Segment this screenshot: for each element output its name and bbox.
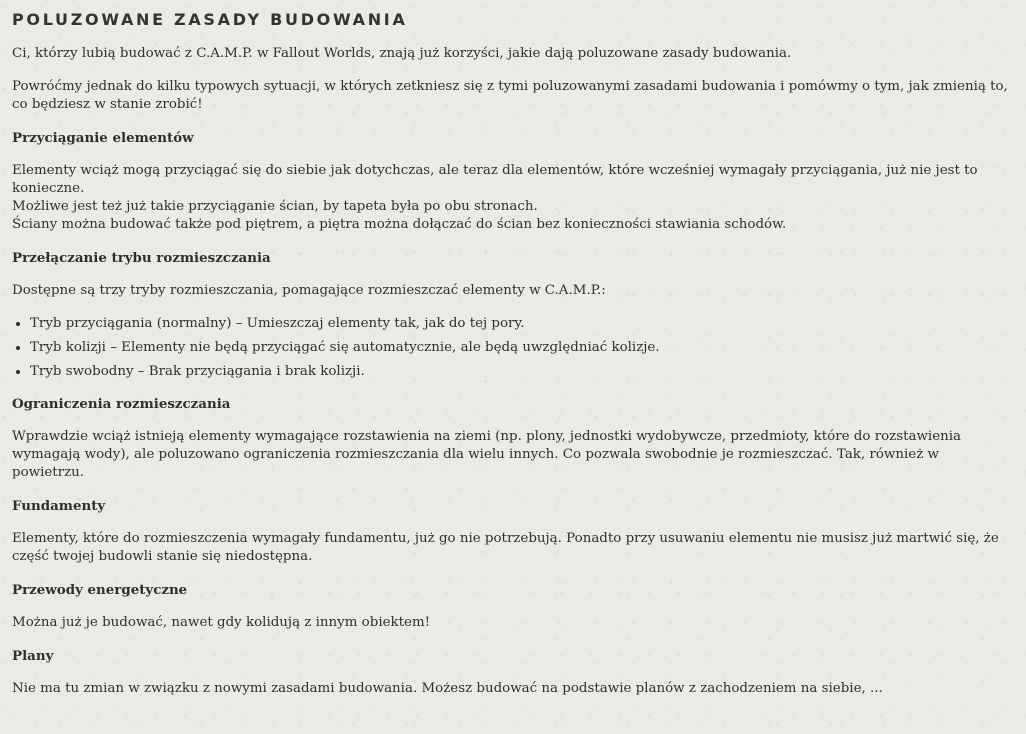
section-heading-modes: Przełączanie trybu rozmieszczania bbox=[12, 250, 271, 266]
page-title: POLUZOWANE ZASADY BUDOWANIA bbox=[12, 10, 408, 29]
snapping-content bbox=[12, 162, 1014, 234]
section-heading-wires: Przewody energetyczne bbox=[12, 582, 188, 598]
snapping-line-2: Możliwe jest też już takie przyciąganie ścian, by tapeta była po obu stronach. bbox=[12, 199, 538, 214]
foundations-paragraph: Elementy, które do rozmieszczenia wymagały fundamentu, już go nie potrzebują. Ponadto przy usuwaniu elementu nie musisz już martwić się, że część twojej budowli stanie się niedostępna. bbox=[12, 531, 999, 564]
modes-list bbox=[12, 315, 1014, 381]
intro-paragraph-2: Powróćmy jednak do kilku typowych sytuacji, w których zetkniesz się z tymi poluzowanymi zasadami budowania i pomówmy o tym, jak zmienią to, co będziesz w stanie zrobić! bbox=[12, 79, 1008, 112]
list-item: • Tryb swobodny – Brak przyciągania i brak kolizji. bbox=[30, 363, 1014, 381]
section-heading-limits: Ograniczenia rozmieszczania bbox=[12, 396, 231, 412]
intro-paragraph-1: Ci, którzy lubią budować z C.A.M.P. w Fallout Worlds, znają już korzyści, jakie dają poluzowane zasady budowania. bbox=[12, 46, 792, 61]
section-heading-snapping: Przyciąganie elementów bbox=[12, 130, 194, 146]
modes-paragraph: Dostępne są trzy tryby rozmieszczania, pomagające rozmieszczać elementy w C.A.M.P.: bbox=[12, 283, 606, 298]
limits-paragraph: Wprawdzie wciąż istnieją elementy wymagające rozstawienia na ziemi (np. plony, jednostki wydobywcze, przedmioty, które do rozstawienia wymagają wody), ale poluzowano ograniczenia rozmieszczania dla wielu innych. Co pozwala swobodnie je rozmieszczać. Tak, również w powietrzu. bbox=[12, 429, 962, 480]
snapping-line-3: Ściany można budować także pod piętrem, a piętra można dołączać do ścian bez konieczności stawiania schodów. bbox=[12, 217, 787, 232]
section-heading-foundations: Fundamenty bbox=[12, 498, 106, 514]
wires-paragraph: Można już je budować, nawet gdy kolidują z innym obiektem! bbox=[12, 615, 431, 630]
list-item: • Tryb kolizji – Elementy nie będą przyciągać się automatycznie, ale będą uwzględniać kolizje. bbox=[30, 339, 1014, 357]
section-heading-blueprints: Plany bbox=[12, 648, 54, 664]
blueprints-paragraph: Nie ma tu zmian w związku z nowymi zasadami budowania. Możesz budować na podstawie planów z zachodzeniem na siebie, ... bbox=[12, 681, 883, 696]
snapping-line-1: Elementy wciąż mogą przyciągać się do siebie jak dotychczas, ale teraz dla elementów, które wcześniej wymagały przyciągania, już nie jest to konieczne. bbox=[12, 163, 978, 196]
list-item: • Tryb przyciągania (normalny) – Umieszczaj elementy tak, jak do tej pory. bbox=[30, 315, 1014, 333]
